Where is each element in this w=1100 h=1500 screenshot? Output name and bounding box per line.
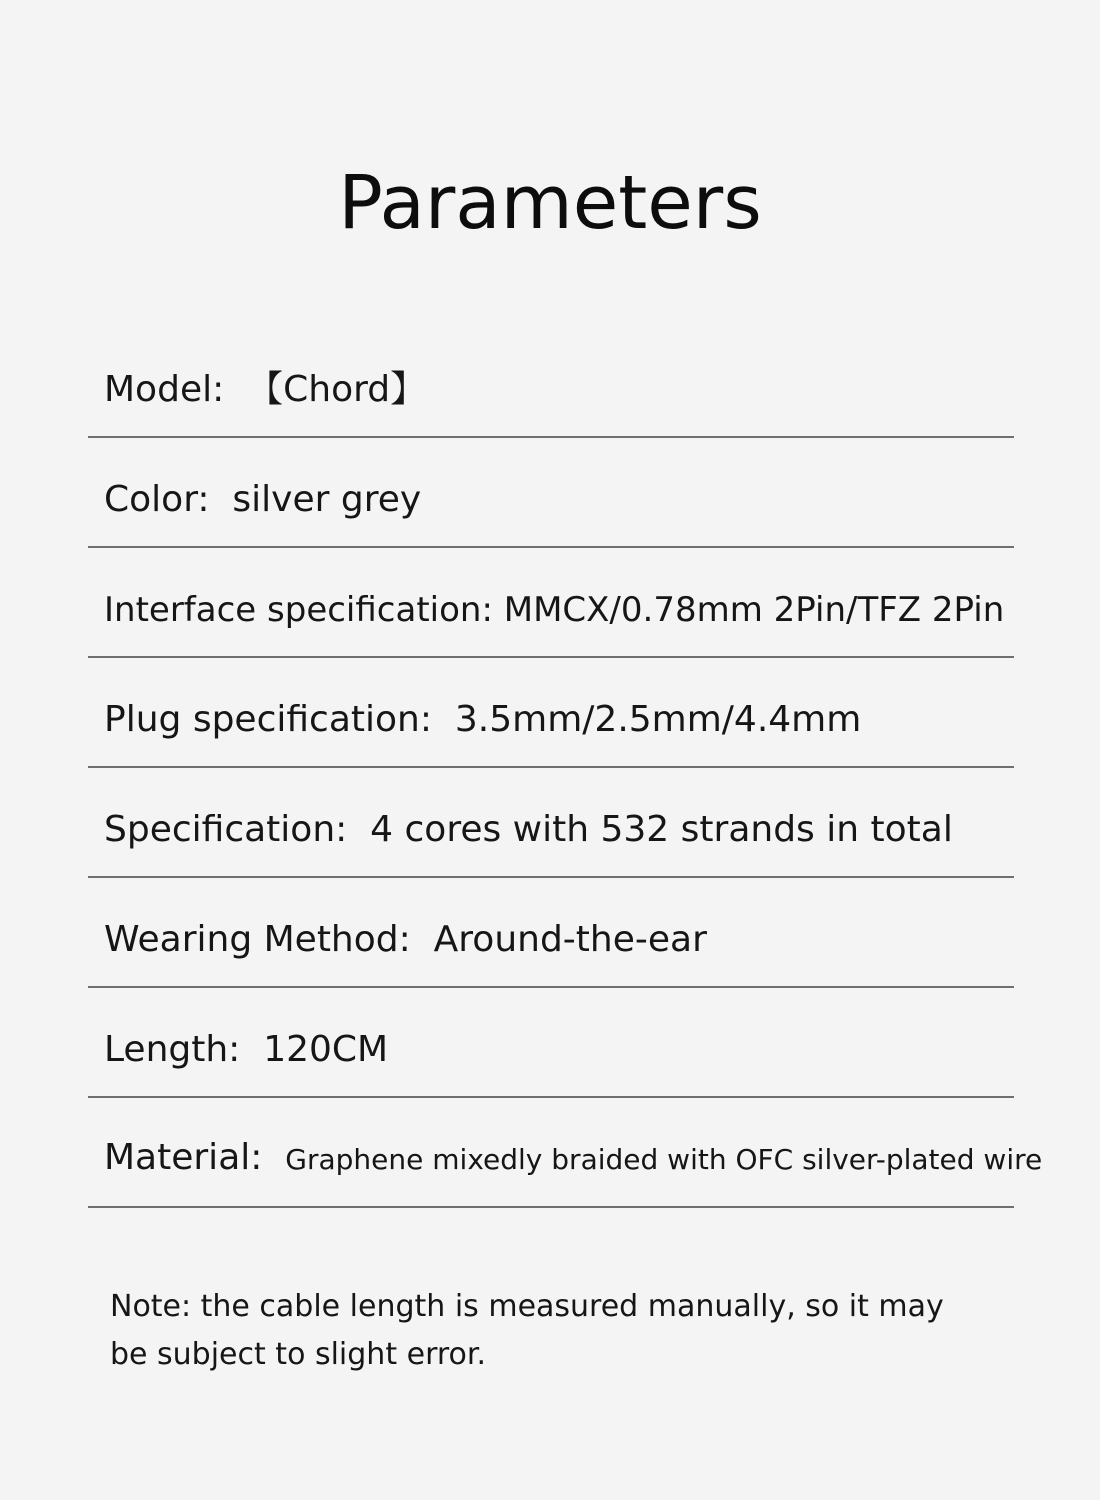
param-value-plug: 3.5mm/2.5mm/4.4mm bbox=[454, 699, 862, 740]
param-label-wearing-method: Wearing Method: bbox=[104, 919, 411, 960]
param-label-interface: Interface specification: bbox=[104, 590, 493, 630]
parameter-list bbox=[88, 328, 1043, 1208]
param-label-model: Model: bbox=[104, 369, 225, 410]
page-title: Parameters bbox=[338, 160, 762, 246]
measurement-note bbox=[110, 1283, 1010, 1379]
param-label-length: Length: bbox=[104, 1029, 241, 1070]
note-line-2: be subject to slight error. bbox=[110, 1337, 487, 1372]
param-row-color bbox=[88, 438, 1014, 548]
param-text bbox=[104, 1136, 1042, 1182]
param-text bbox=[104, 1028, 388, 1072]
param-label-specification: Specification: bbox=[104, 809, 348, 850]
param-text bbox=[104, 808, 953, 852]
param-row-material bbox=[88, 1098, 1043, 1208]
param-label-material: Material: bbox=[104, 1137, 263, 1178]
param-row-wearing-method bbox=[88, 878, 1014, 988]
param-text bbox=[104, 918, 707, 962]
param-value-interface: MMCX/0.78mm 2Pin/TFZ 2Pin bbox=[503, 590, 1005, 630]
param-label-plug: Plug specification: bbox=[104, 699, 432, 740]
param-row-interface bbox=[88, 548, 1014, 658]
param-row-plug bbox=[88, 658, 1014, 768]
param-text bbox=[104, 368, 426, 412]
param-text bbox=[104, 588, 1004, 632]
note-line-1: Note: the cable length is measured manually, so it may bbox=[110, 1289, 944, 1324]
param-value-material: Graphene mixedly braided with OFC silver-plated wire bbox=[285, 1143, 1043, 1176]
param-row-specification bbox=[88, 768, 1014, 878]
param-value-specification: 4 cores with 532 strands in total bbox=[370, 809, 953, 850]
param-value-model: 【Chord】 bbox=[247, 369, 427, 410]
param-value-length: 120CM bbox=[263, 1029, 389, 1070]
param-row-model bbox=[88, 328, 1014, 438]
param-text bbox=[104, 478, 421, 522]
param-value-wearing-method: Around-the-ear bbox=[433, 919, 707, 960]
param-label-color: Color: bbox=[104, 479, 210, 520]
param-row-length bbox=[88, 988, 1014, 1098]
param-value-color: silver grey bbox=[232, 479, 422, 520]
param-text bbox=[104, 698, 861, 742]
